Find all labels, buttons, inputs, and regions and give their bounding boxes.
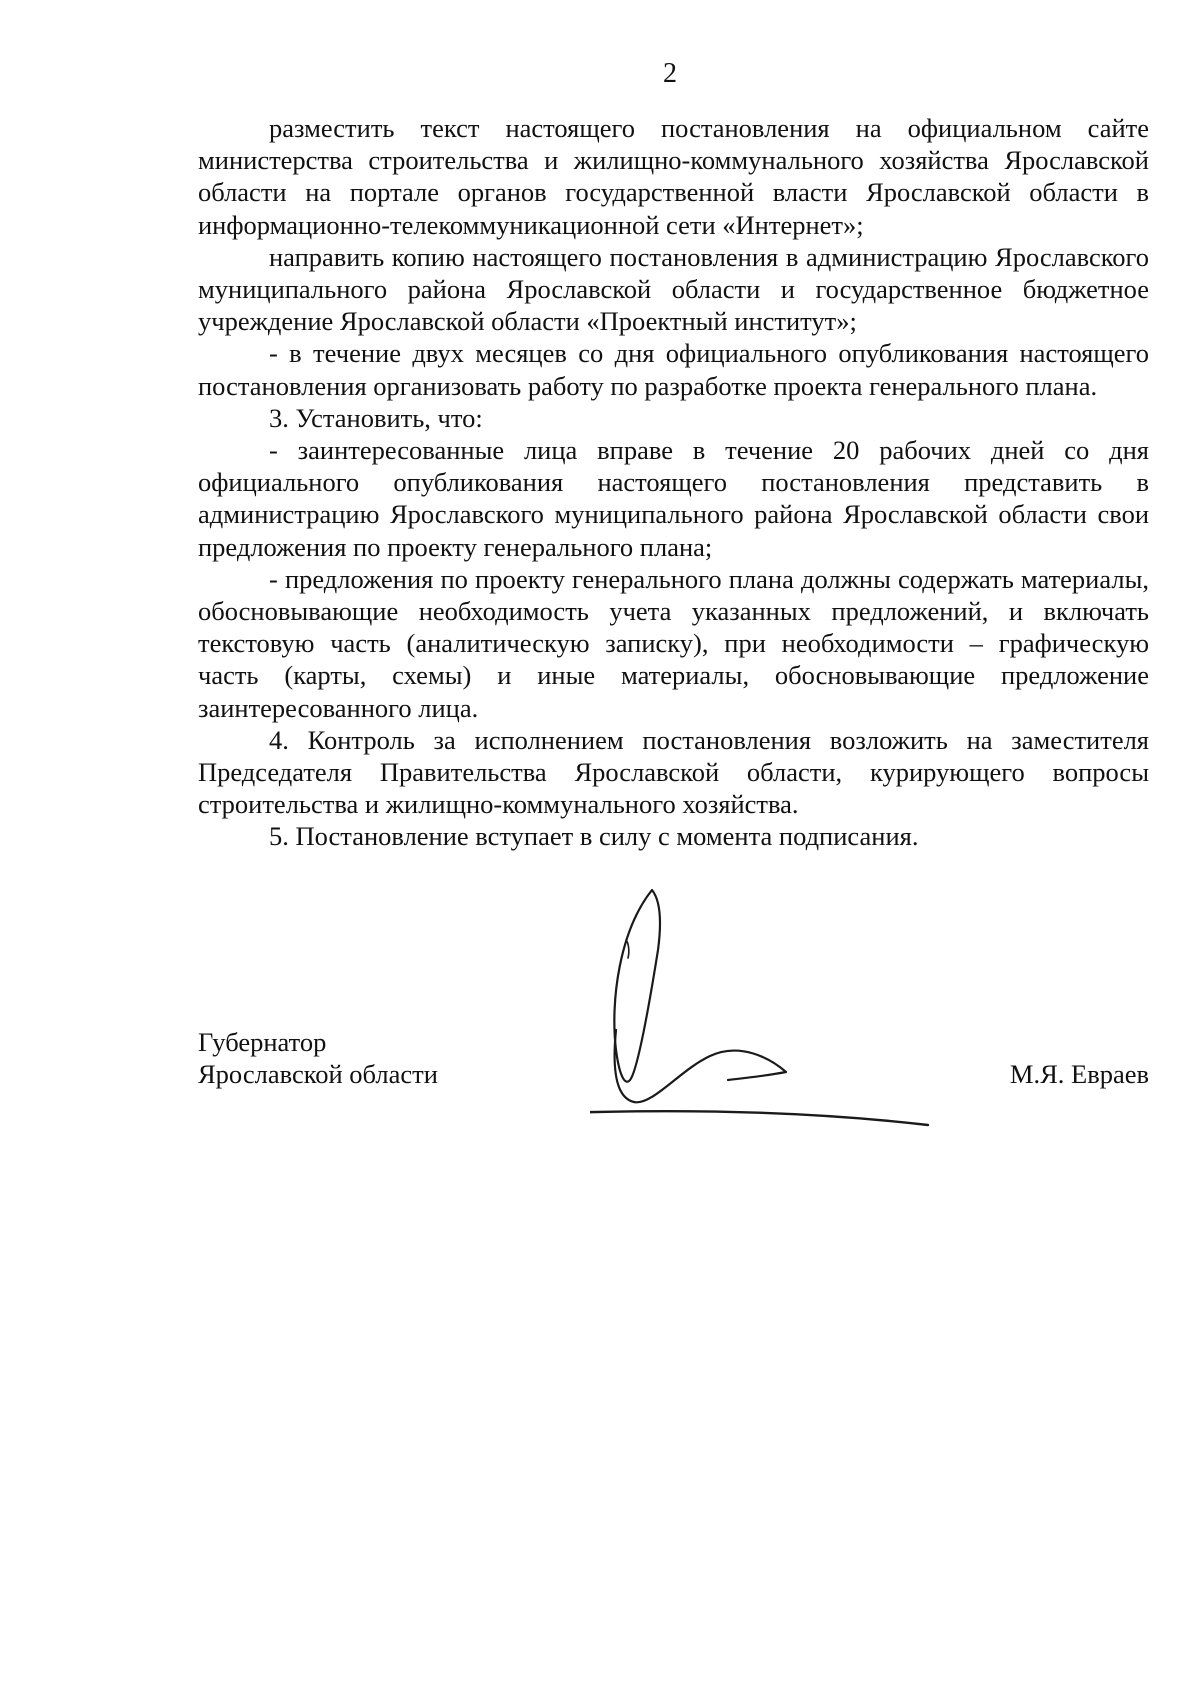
signature-stroke-swoosh — [615, 1030, 786, 1102]
signatory-position-line1: Губернатор — [198, 1027, 327, 1057]
paragraph-item-5-effective: 5. Постановление вступает в силу с момента подписания. — [269, 821, 919, 852]
signature-stroke-loop — [614, 890, 660, 1082]
signature-underline — [590, 1111, 928, 1125]
paragraph-interested-persons: - заинтересованные лица вправе в течение 20 рабочих дней со дня официального опубликования настоящего постановления представить в администрацию Ярославского муниципального района Ярославской области свои предложения по проекту генерального плана; — [198, 435, 1149, 562]
signatory-position-line2: Ярославской области — [198, 1059, 438, 1090]
paragraph-publish-text: разместить текст настоящего постановления на официальном сайте министерства строительства и жилищно-коммунального хозяйства Ярославской области на портале органов государственной власти Ярославской области в информационно-телекоммуникационной сети «Интернет»; — [198, 113, 1149, 240]
document-body — [198, 112, 1149, 853]
signatory-name: М.Я. Евраев — [1009, 1059, 1149, 1089]
signatory-position — [198, 1026, 438, 1090]
page-number: 2 — [663, 58, 677, 89]
paragraph-send-copy: направить копию настоящего постановления в администрацию Ярославского муниципального района Ярославской области и государственное бюджетное учреждение Ярославской области «Проектный институт»; — [198, 241, 1149, 337]
handwritten-signature — [590, 880, 1030, 1140]
paragraph-item-4-control: 4. Контроль за исполнением постановления возложить на заместителя Председателя Правительства Ярославской области, курирующего вопросы строительства и жилищно-коммунального хозяйства. — [198, 724, 1149, 820]
paragraph-proposals-content: - предложения по проекту генерального плана должны содержать материалы, обосновывающие необходимость учета указанных предложений, и включать текстовую часть (аналитическую записку), при необходимости – графическую часть (карты, схемы) и иные материалы, обосновывающие предложение заинтересованного лица. — [198, 563, 1149, 723]
paragraph-item-3-heading: 3. Установить, что: — [269, 402, 483, 433]
paragraph-organize-work: - в течение двух месяцев со дня официального опубликования настоящего постановления организовать работу по разработке проекта генерального плана. — [198, 338, 1149, 401]
